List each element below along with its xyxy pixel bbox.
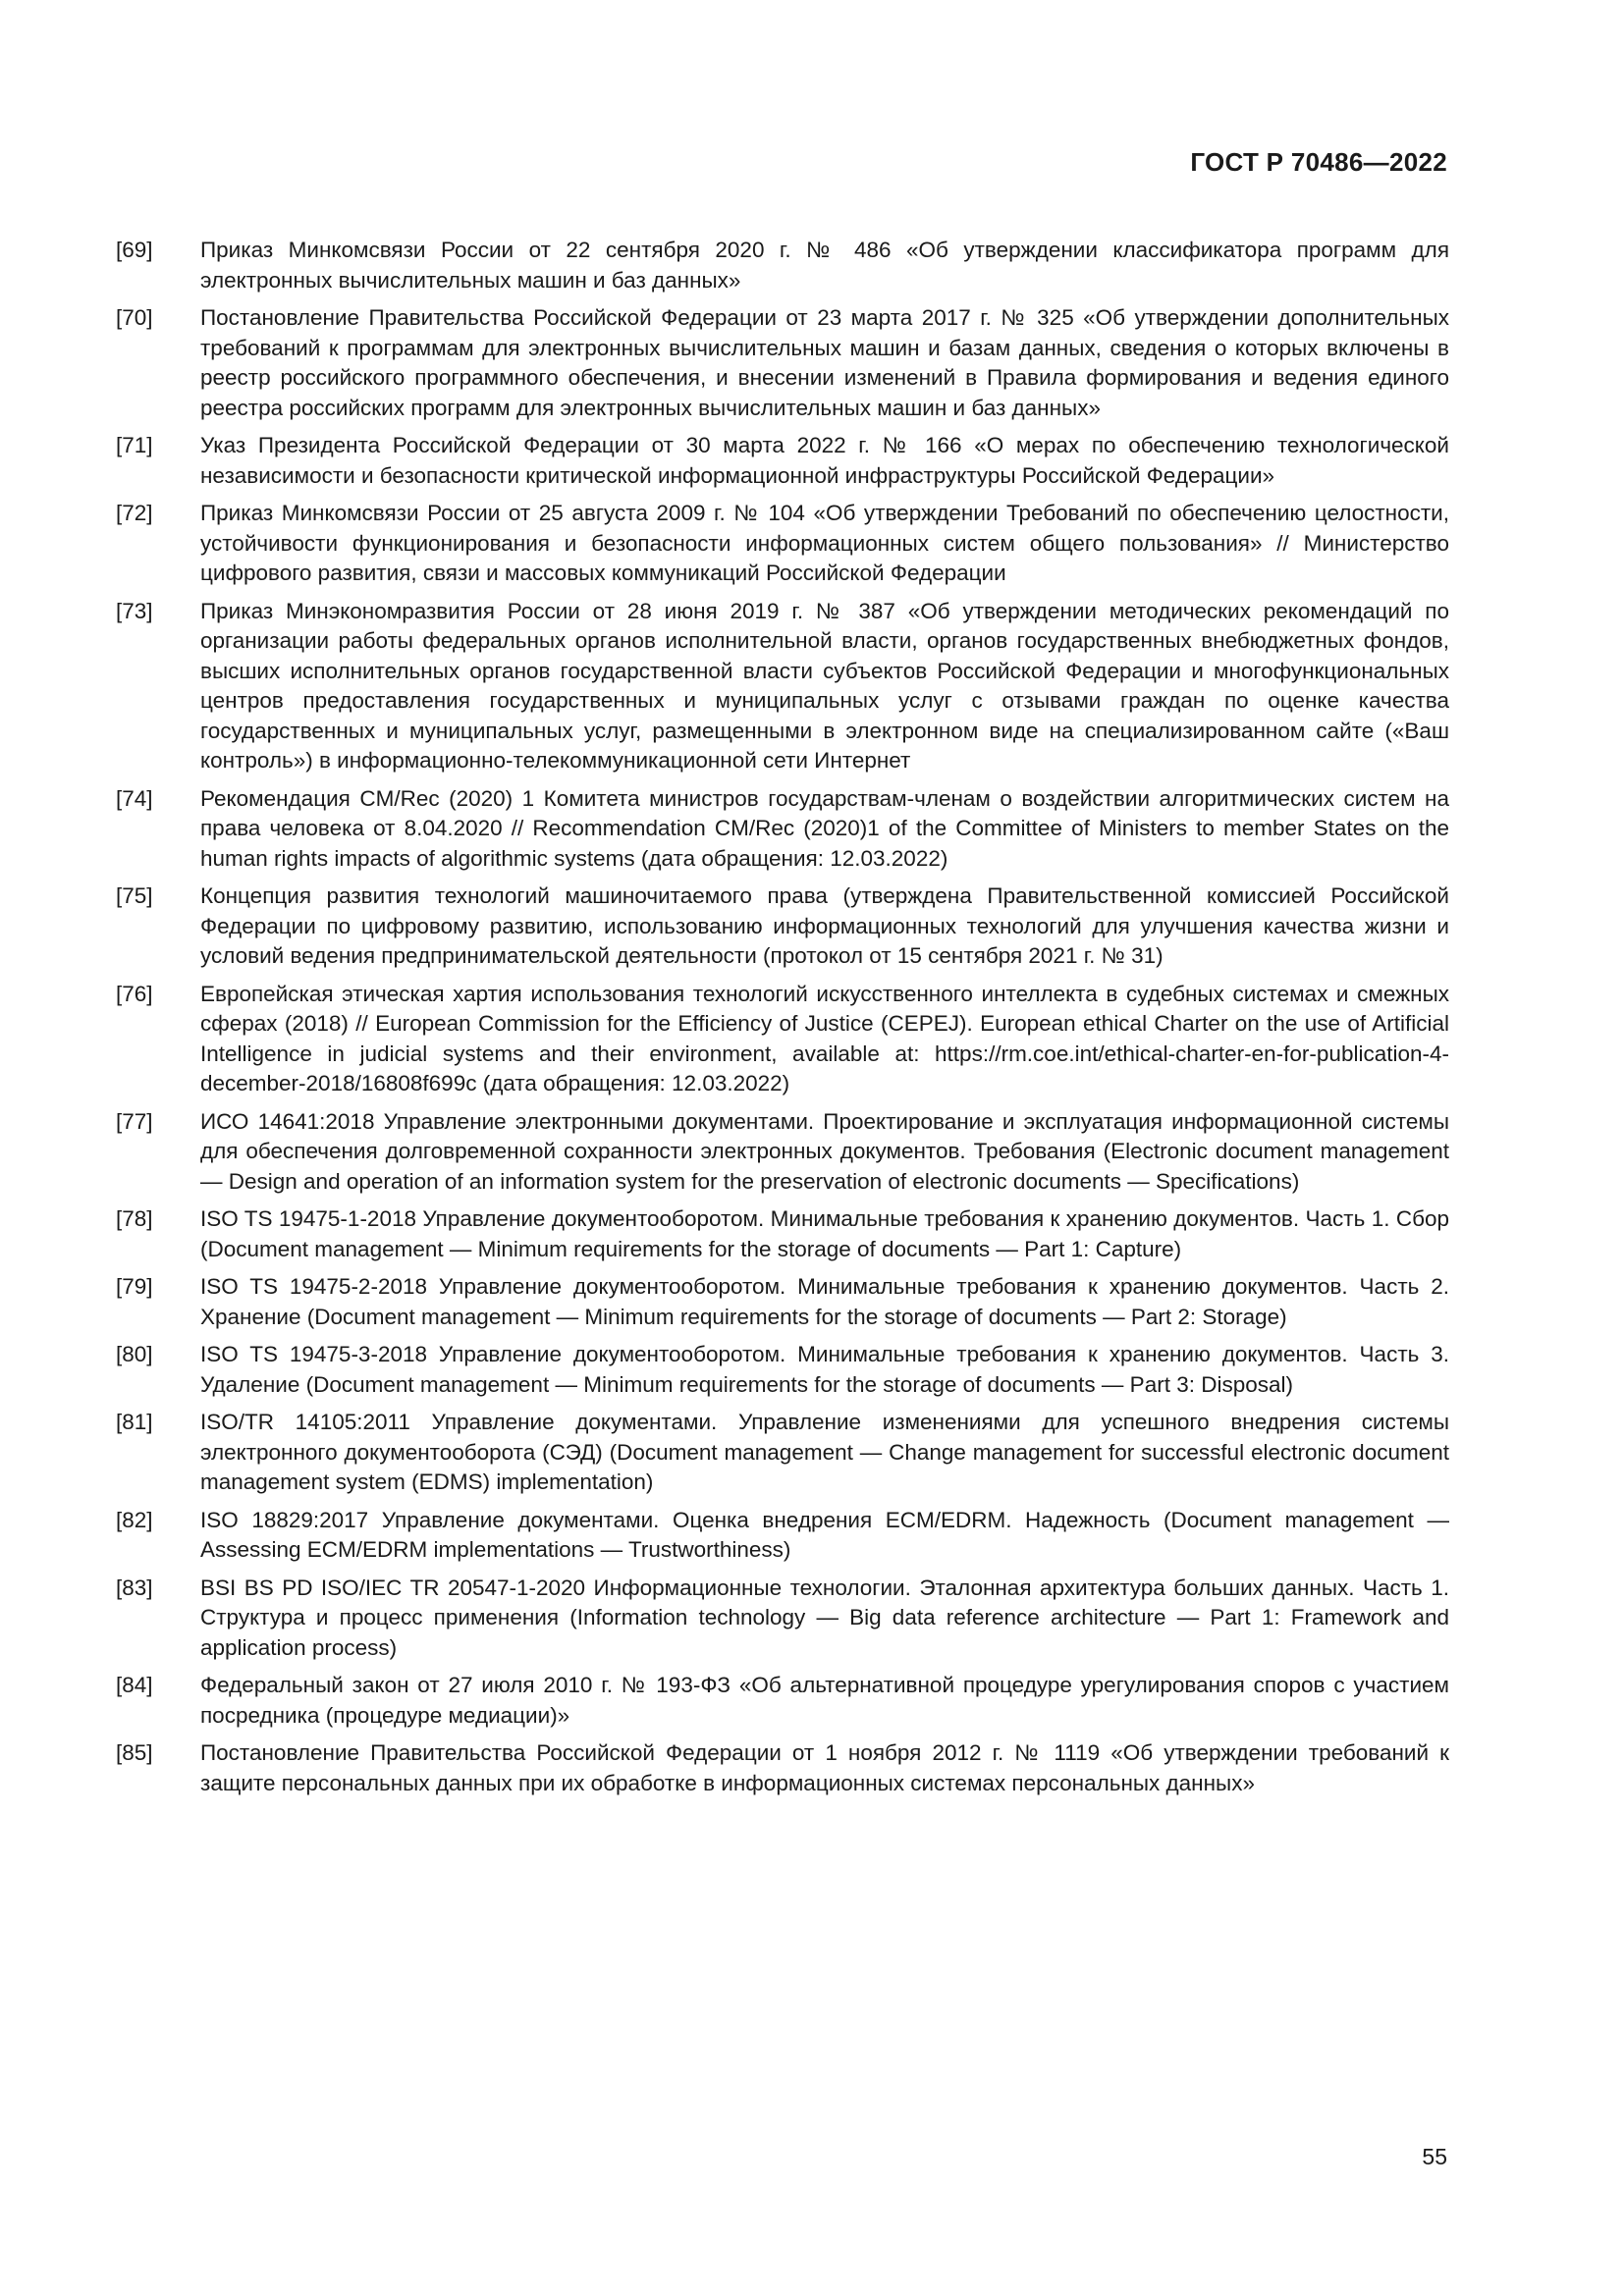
reference-text: Указ Президента Российской Федерации от 30 марта 2022 г. № 166 «О мерах по обеспечению технологической независимости и безопасности критической информационной инфраструктуры Российской Федерации»: [200, 433, 1449, 488]
document-standard-header: ГОСТ Р 70486—2022: [1190, 147, 1447, 177]
reference-item: [116, 784, 1449, 875]
reference-number: [83]: [116, 1575, 153, 1600]
reference-item: [116, 499, 1449, 589]
reference-text: Приказ Минкомсвязи России от 25 августа 2009 г. № 104 «Об утверждении Требований по обеспечению целостности, устойчивости функционирования и безопасности информационных систем общего пользования» // Министерство цифрового развития, связи и массовых коммуникаций Российской Федерации: [200, 501, 1449, 585]
reference-number: [71]: [116, 433, 153, 457]
reference-text: ISO TS 19475-3-2018 Управление документооборотом. Минимальные требования к хранению документов. Часть 3. Удаление (Document management — Minimum requirements for the storage of documents — Part 3: Disposal): [200, 1342, 1449, 1397]
reference-item: [116, 1408, 1449, 1498]
reference-item: [116, 881, 1449, 972]
reference-text: BSI BS PD ISO/IEC TR 20547-1-2020 Информационные технологии. Эталонная архитектура больших данных. Часть 1. Структура и процесс применения (Information technology — Big data reference architecture — Part 1: Framework and application process): [200, 1575, 1449, 1660]
page-number: 55: [1422, 2144, 1447, 2169]
reference-item: [116, 303, 1449, 423]
reference-number: [69]: [116, 238, 153, 262]
reference-item: [116, 431, 1449, 491]
reference-text: Федеральный закон от 27 июля 2010 г. № 193-ФЗ «Об альтернативной процедуре урегулирования споров с участием посредника (процедуре медиации)»: [200, 1673, 1449, 1728]
reference-text: Постановление Правительства Российской Федерации от 1 ноября 2012 г. № 1119 «Об утверждении требований к защите персональных данных при их обработке в информационных системах персональных данных»: [200, 1740, 1449, 1795]
reference-item: [116, 1107, 1449, 1198]
reference-text: Рекомендация CM/Rec (2020) 1 Комитета министров государствам-членам о воздействии алгоритмических систем на права человека от 8.04.2020 // Recommendation CM/Rec (2020)1 of the Committee of Ministers to member States on the human rights impacts of algorithmic systems (дата обращения: 12.03.2022): [200, 785, 1449, 871]
reference-number: [82]: [116, 1507, 153, 1532]
reference-number: [84]: [116, 1673, 153, 1697]
reference-number: [70]: [116, 305, 153, 330]
reference-number: [79]: [116, 1274, 153, 1299]
reference-number: [77]: [116, 1108, 153, 1134]
reference-text: Приказ Минкомсвязи России от 22 сентября 2020 г. № 486 «Об утверждении классификатора программ для электронных вычислительных машин и баз данных»: [200, 238, 1449, 293]
reference-text: Приказ Минэкономразвития России от 28 июня 2019 г. № 387 «Об утверждении методических рекомендаций по организации работы федеральных органов исполнительной власти, органов государственных внебюджетных фондов, высших исполнительных органов государственной власти субъектов Российской Федерации и многофункциональных центров предоставления государственных и муниципальных услуг с отзывами граждан по оценке качества государственных и муниципальных услуг, размещенными в электронном виде на специализированном сайте («Ваш контроль») в информационно-телекоммуникационной сети Интернет: [200, 598, 1449, 773]
bibliography-list: [116, 236, 1449, 1806]
reference-text: Концепция развития технологий машиночитаемого права (утверждена Правительственной комиссией Российской Федерации по цифровому развитию, использованию информационных технологий для улучшения качества жизни и условий ведения предпринимательской деятельности (протокол от 15 сентября 2021 г. № 31): [200, 883, 1449, 968]
reference-number: [80]: [116, 1342, 153, 1366]
reference-number: [73]: [116, 598, 153, 623]
reference-item: [116, 236, 1449, 295]
reference-item: [116, 1574, 1449, 1664]
reference-text: Европейская этическая хартия использования технологий искусственного интеллекта в судебных системах и смежных сферах (2018) // European Commission for the Efficiency of Justice (CEPEJ). European ethical Charter on the use of Artificial Intelligence in judicial systems and their environment, available at: https://rm.coe.int/ethical-charter-en-for-publication-4-december-2018/16808f699c (дата обращения: 12.03.2022): [200, 981, 1449, 1095]
reference-text: ISO TS 19475-2-2018 Управление документооборотом. Минимальные требования к хранению документов. Часть 2. Хранение (Document management — Minimum requirements for the storage of documents — Part 2: Storage): [200, 1274, 1449, 1329]
reference-item: [116, 1671, 1449, 1731]
reference-number: [85]: [116, 1740, 153, 1765]
reference-item: [116, 1204, 1449, 1264]
reference-text: ISO TS 19475-1-2018 Управление документооборотом. Минимальные требования к хранению документов. Часть 1. Сбор (Document management — Minimum requirements for the storage of documents — Part 1: Capture): [200, 1206, 1449, 1261]
reference-item: [116, 1272, 1449, 1332]
reference-text: ISO/TR 14105:2011 Управление документами. Управление изменениями для успешного внедрения системы электронного документооборота (СЭД) (Document management — Change management for successful electronic document management system (EDMS) implementation): [200, 1410, 1449, 1494]
reference-number: [81]: [116, 1410, 153, 1434]
reference-item: [116, 1738, 1449, 1798]
reference-number: [76]: [116, 981, 153, 1006]
reference-number: [72]: [116, 501, 153, 525]
reference-item: [116, 1506, 1449, 1566]
reference-text: ИСО 14641:2018 Управление электронными документами. Проектирование и эксплуатация информационной системы для обеспечения долговременной сохранности электронных документов. Требования (Electronic document management — Design and operation of an information system for the preservation of electronic documents — Specifications): [200, 1108, 1449, 1194]
reference-text: ISO 18829:2017 Управление документами. Оценка внедрения ECM/EDRM. Надежность (Document management — Assessing ECM/EDRM implementations — Trustworthiness): [200, 1507, 1449, 1562]
reference-number: [78]: [116, 1206, 153, 1231]
reference-item: [116, 980, 1449, 1099]
reference-item: [116, 597, 1449, 776]
reference-number: [75]: [116, 883, 153, 908]
reference-text: Постановление Правительства Российской Федерации от 23 марта 2017 г. № 325 «Об утверждении дополнительных требований к программам для электронных вычислительных машин и базам данных, сведения о которых включены в реестр российского программного обеспечения, и внесении изменений в Правила формирования и ведения единого реестра российских программ для электронных вычислительных машин и баз данных»: [200, 305, 1449, 420]
reference-item: [116, 1340, 1449, 1400]
reference-number: [74]: [116, 785, 153, 811]
